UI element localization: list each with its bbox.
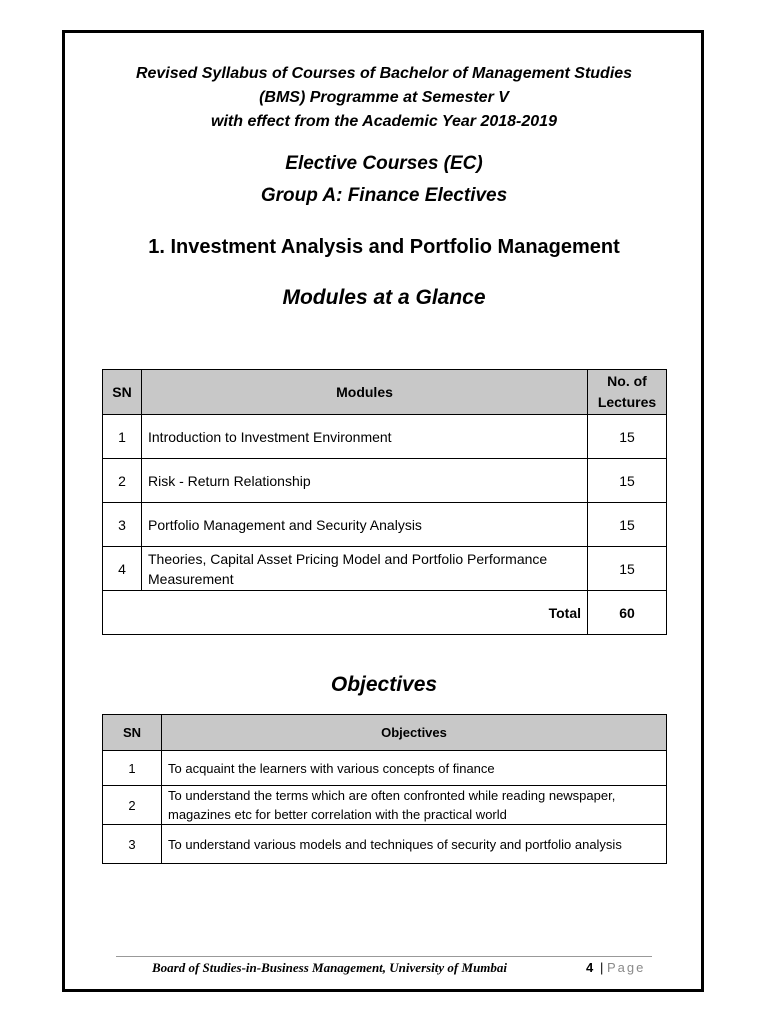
module-lectures: 15 [588,503,667,547]
table-row [103,786,667,825]
objectives-table [102,714,667,864]
elective-courses-heading: Elective Courses (EC) [285,153,483,174]
module-lectures: 15 [588,459,667,503]
module-sn: 2 [103,459,142,503]
syllabus-title-line-2: (BMS) Programme at Semester V [259,89,509,106]
column-header-sn: SN [103,715,162,751]
module-name: Introduction to Investment Environment [142,415,588,459]
footer-board-name: Board of Studies-in-Business Management, University of Mumbai [152,960,508,975]
objectives-table-header [103,715,667,751]
total-value: 60 [588,591,667,635]
objective-text: To understand the terms which are often confronted while reading newspaper, magazines etc for better correlation with the practical world [162,786,667,825]
footer-separator: | [600,960,604,975]
syllabus-title-line-1: Revised Syllabus of Courses of Bachelor of Management Studies [135,65,633,82]
objectives-heading: Objectives [330,673,438,696]
module-lectures: 15 [588,415,667,459]
column-header-objectives: Objectives [162,715,667,751]
column-header-lectures: No. of Lectures [588,370,667,415]
syllabus-title-line-3: with effect from the Academic Year 2018-2019 [211,113,557,130]
finance-electives-heading: Group A: Finance Electives [260,185,508,206]
modules-table [102,369,667,635]
footer-page-label: Page [607,960,646,975]
syllabus-title [64,62,704,134]
modules-heading: Modules at a Glance [282,286,486,309]
footer-rule [116,956,652,957]
total-label: Total [103,591,588,635]
table-row [103,751,667,786]
objective-sn: 3 [103,825,162,864]
modules-table-header [103,370,667,415]
module-name: Portfolio Management and Security Analysis [142,503,588,547]
column-header-sn: SN [103,370,142,415]
total-row [103,591,667,635]
table-row [103,547,667,591]
objective-text: To understand various models and techniques of security and portfolio analysis [162,825,667,864]
module-sn: 4 [103,547,142,591]
module-sn: 1 [103,415,142,459]
table-row [103,503,667,547]
table-row [103,415,667,459]
objective-sn: 1 [103,751,162,786]
course-group [64,148,704,212]
objective-sn: 2 [103,786,162,825]
footer-page-number: 4 [586,960,594,975]
module-sn: 3 [103,503,142,547]
column-header-modules: Modules [142,370,588,415]
module-name: Risk - Return Relationship [142,459,588,503]
module-lectures: 15 [588,547,667,591]
objective-text: To acquaint the learners with various concepts of finance [162,751,667,786]
table-row [103,825,667,864]
table-row [103,459,667,503]
module-name: Theories, Capital Asset Pricing Model and Portfolio Performance Measurement [142,547,588,591]
course-title: 1. Investment Analysis and Portfolio Management [148,236,620,258]
